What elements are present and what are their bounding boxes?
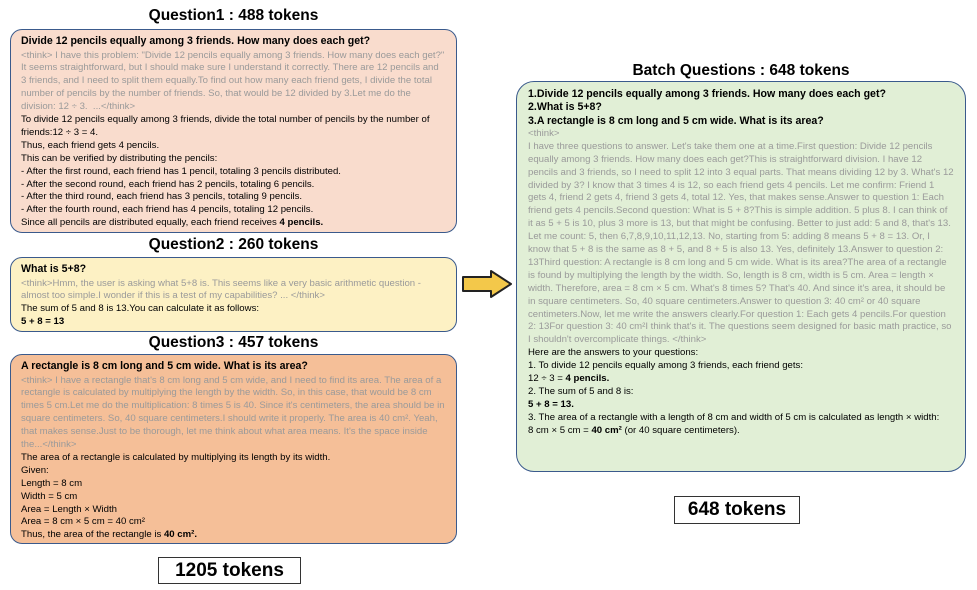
batch-question-3: 3.A rectangle is 8 cm long and 5 cm wide. What is its area? [528,114,824,127]
answer-line: - After the third round, each friend has 3 pencils, totaling 9 pencils. [21,191,303,203]
answer-final-prefix: Since all pencils are distributed equally, each friend receives [21,217,280,229]
answer-line: - After the fourth round, each friend has 4 pencils, totaling 12 pencils. [21,204,314,216]
answer-bold: 5 + 8 = 13. [528,398,574,410]
answer-line: Length = 8 cm [21,477,83,489]
answer-final [21,217,446,230]
batch-answers [528,347,954,437]
answer-prefix: 8 cm × 5 cm = [528,424,592,436]
answer-final-prefix: Thus, the area of the rectangle is [21,529,164,541]
batch-question-1: 1.Divide 12 pencils equally among 3 friends. How many does each get? [528,88,886,100]
answer-final-bold: 5 + 8 = 13 [21,316,65,328]
answer-line: 1. To divide 12 pencils equally among 3 friends, each friend gets: [528,360,804,372]
right-arrow-icon [461,269,513,299]
answer-line: Thus, each friend gets 4 pencils. [21,139,160,151]
batch-think: I have three questions to answer. Let's take them one at a time.First question: Divide 12 pencils equally among 3 friends. How many does each get?This is straightforward division. I have 12 pencils and 3 friends, so I need to split 12 into 3 equal parts. That means dividing 12 by 3. What's 12 divided by 3? I know that 3 times 4 is 12, so each friend gets 4 pencils. Let me confirm: Friend 1 gets 4, friend 2 gets 4, friend 3 gets 4, total 12. Yes, that makes sense.Answer to question 1: Each friend gets 4 pencils.Second question: What is 5 + 8?This is simple addition. 5 plus 8. I can think of it as 5 + 5 is 10, plus 3 more is 13, but that might be confusing. Better to just add: 5 and 8, that's 13. Let me count: 5, then 6,7,8,9,10,11,12,13. No, starting from 5: adding 8 means 5 + 8 = 13. Or, I know that 5 + 8 is the same as 8 + 5, and 8 + 5 is also 13. Yes, definitely 13.Answer to question 2: 13Third question: A rectangle is 8 cm long and 5 cm wide. What is its area?The area of a rectangle is found by multiplying the length by the width. So, length is 8 cm, width is 5 cm. Area = length × width. Therefore, area = 8 cm × 5 cm. What's 8 times 5? That's 40. And since it's area, it should be in square centimeters. So, 40 square centimeters.Answer to question 3: 40 cm² or 40 square centimeters.Now, let me write the answers clearly.For question 1: Each gets 4 pencils.For question 2: 13For question 3: 40 cm²I think that's it. The questions seem designed for basic math practice, so I shouldn't overcomplicate things. </think> [528,140,957,346]
total-tokens-left: 1205 tokens [158,557,301,584]
question3-card [10,354,457,544]
question1-text: Divide 12 pencils equally among 3 friends. How many does each get? [21,35,371,47]
question3-heading: Question3 : 457 tokens [148,334,319,351]
answer-prefix: 12 ÷ 3 = [528,373,566,385]
question3-think: <think> I have a rectangle that's 8 cm long and 5 cm wide, and I need to find its area. The area of a rectangle is calculated by multiplying the length by the width. So, in this case, that would be 8 cm times 5 cm.Let me do the multiplication: 8 times 5 is 40. Since it's centimeters, the area should be in square centimeters. So, 40 square centimeters.I should write it properly. The area is 40 cm². Yeah, that makes sense.Just to be thorough, let me think about what area means. It's the space inside the...</think> [21,374,448,451]
answer-line: Width = 5 cm [21,490,78,502]
answer-line: 3. The area of a rectangle with a length of 8 cm and width of 5 cm is calculated as length × width: [528,411,940,423]
answer-final [21,529,446,542]
batch-think-open: <think> [528,127,560,139]
answer-line: To divide 12 pencils equally among 3 friends, divide the total number of pencils by the number of friends:12 ÷ 3 = 4. [21,114,433,138]
answer-line: This can be verified by distributing the pencils: [21,152,218,164]
question2-text: What is 5+8? [21,263,87,275]
answer-line: Given: [21,464,49,476]
answer-line: Area = Length × Width [21,503,117,515]
answer-line: 2. The sum of 5 and 8 is: [528,386,634,398]
answer-final-bold: 4 pencils. [279,217,324,229]
batch-card [516,81,966,472]
answer-suffix: (or 40 square centimeters). [621,424,740,436]
question1-think: <think> I have this problem: "Divide 12 pencils equally among 3 friends. How many does each get?" It seems straightforward, but I should make sure I understand it correctly. There are 12 pencils and 3 friends, and I need to split them equally.To find out how many each friend gets, I divide the total number of pencils by the number of friends. So, that would be 12 divided by 3.Let me do the division: 12 ÷ 3. ...</think> [21,49,447,113]
question2-heading: Question2 : 260 tokens [148,236,319,253]
answer-line: Area = 8 cm × 5 cm = 40 cm² [21,516,145,528]
answer-bold: 4 pencils. [565,373,610,385]
total-tokens-right: 648 tokens [674,496,800,524]
question1-heading: Question1 : 488 tokens [148,7,319,24]
answer-line [528,373,954,386]
question2-card [10,257,457,332]
answer-line [528,425,954,438]
question1-card [10,29,457,233]
answer-line: The sum of 5 and 8 is 13.You can calculate it as follows: [21,303,260,315]
answer-line: Here are the answers to your questions: [528,347,699,359]
batch-question-2: 2.What is 5+8? [528,101,602,114]
answer-final [21,316,446,329]
question3-answer [21,452,446,542]
question1-answer [21,114,446,230]
answer-line [528,399,954,412]
answer-line: - After the first round, each friend has 1 pencil, totaling 3 pencils distributed. [21,165,341,177]
answer-bold: 40 cm² [591,424,622,436]
answer-line: - After the second round, each friend has 2 pencils, totaling 6 pencils. [21,178,315,190]
question3-text: A rectangle is 8 cm long and 5 cm wide. What is its area? [21,360,308,372]
answer-line: The area of a rectangle is calculated by multiplying its length by its width. [21,451,331,463]
batch-heading: Batch Questions : 648 tokens [632,62,850,79]
question2-answer [21,303,446,329]
question2-think: <think>Hmm, the user is asking what 5+8 is. This seems like a very basic arithmetic question - almost too simple.I wonder if this is a test of my capabilities? ... </think> [21,277,424,302]
answer-final-bold: 40 cm². [163,529,198,541]
